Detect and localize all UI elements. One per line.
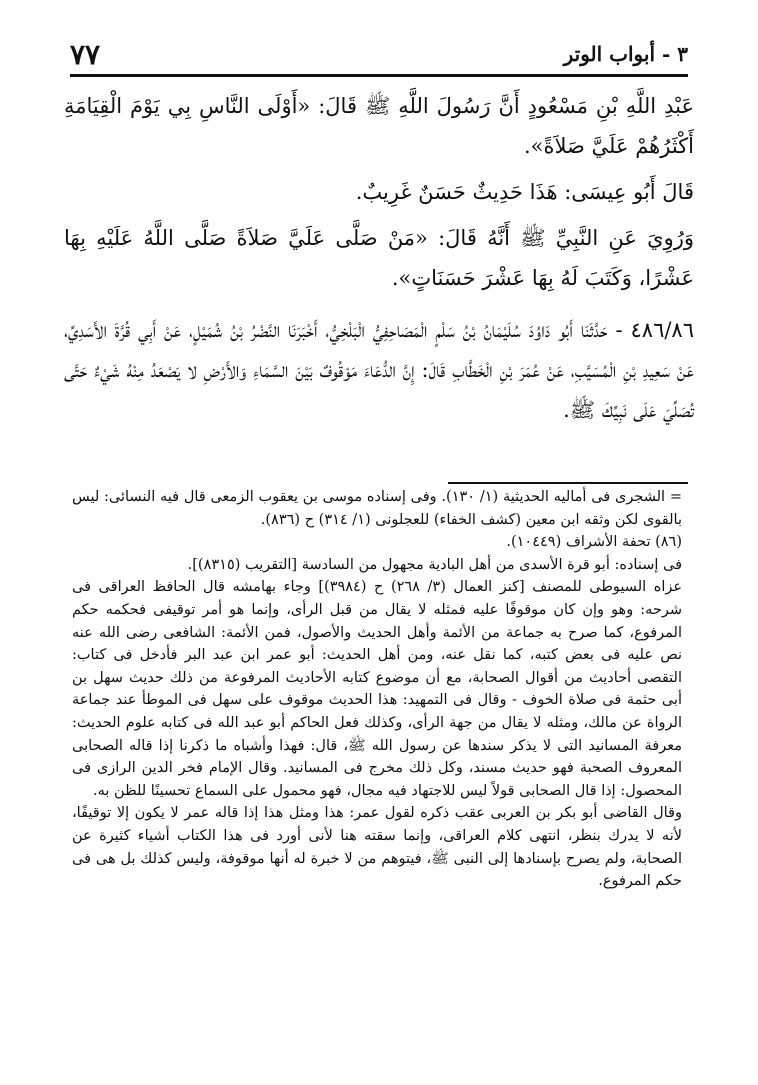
- hadith-text-continuation: عَبْدِ اللَّهِ بْنِ مَسْعُودٍ أَنَّ رَسُولَ اللَّهِ ﷺ قَالَ: «أَوْلَى النَّاسِ بِي يَوْمَ الْقِيَامَةِ أَكْثَرُهُمْ عَلَيَّ صَلاَةً».: [64, 94, 694, 158]
- footnote-ibn-arabi: وقال القاضى أبو بكر بن العربى عقب ذكره لقول عمر: هذا ومثل هذا إذا قاله عمر لا يكون إلا توقيفًا، لأنه لا يدرك بنظر، انتهى كلام العراقى، وإنما سقته هنا لأنى أورد فى هذا الكتاب أشياء كثيرة عن الصحابة، ولم يصرح بإسنادها إلى النبى ﷺ، فيتوهم من لا خبرة له أنها موقوفة، وليس كذلك بل هى فى حكم المرفوع.: [72, 805, 682, 890]
- main-text: [64, 86, 694, 436]
- tirmidhi-comment: قَالَ أَبُو عِيسَى: هَذَا حَدِيثٌ حَسَنٌ غَرِيبٌ.: [355, 180, 694, 204]
- page-header: [70, 34, 688, 77]
- footnote-isnad: فى إسناده: أبو قرة الأسدى من أهل البادية مجهول من السادسة [التقريب (٨٣١٥)].: [187, 556, 682, 573]
- hadith-486: ٤٨٦/٨٦ - حَدَّثَنَا أَبُو دَاوُدَ سُلَيْمَانُ بْنُ سَلْمٍ الْمَصَاحِفِيُّ الْبَلْخِيُّ، أَخْبَرَنَا النَّضْرُ بْنُ شُمَيْلٍ، عَنْ أَبِي قُرَّةَ الأَسَدِيِّ، عَنْ سَعِيدِ بْنِ الْمُسَيَّبِ، عَنْ عُمَرَ بْنِ الْخَطَّابِ قَالَ: إِنَّ الدُّعَاءَ مَوْقُوفٌ بَيْنَ السَّمَاءِ وَالأَرْضِ لا يَصْعَدُ مِنْهُ شَيْءٌ حَتَّى تُصَلِّيَ عَلَى نَبِيِّكَ ﷺ.: [64, 318, 694, 422]
- footnote-takhrij: عزاه السيوطى للمصنف [كنز العمال (٣/ ٢٦٨) ح (٣٩٨٤)] وجاء بهامشه قال الحافظ العراقى فى شرحه: وهو وإن كان موقوفًا عليه فمثله لا يقال من قبل الرأى، وإنما هو أمر توقيفى فحكمه حكم المرفوع، كما صرح به جماعة من الأئمة وأهل الحديث والأصول، فمن الأئمة: الشافعى رضى الله عنه نص عليه فى بعض كتبه، كما نقل عنه، ومن أهل الحديث: أبو عمر ابن عبد البر فأدخل فى كتاب: التقصى أحاديث من أقوال الصحابة، مع أن موضوع كتابه الأحاديث المرفوعة من ذلك حديث سهل بن أبى حثمة فى صلاة الخوف - وقال فى التمهيد: هذا الحديث موقوف على سهل فى الموطأ عند جماعة الرواة عن مالك، ومثله لا يقال من جهة الرأى، وكذلك فعل الحاكم أبو عبد الله فى كتابه علوم الحديث: معرفة المسانيد التى لا يذكر سندها عن رسول الله ﷺ، قال: فهذا وأشباه ما ذكرنا إذا قاله الصحابى المعروف الصحبة فهو حديث مسند، وكل ذلك مخرج فى المسانيد. وقال الإمام فخر الدين الرازى فى المحصول: إذا قال الصحابى قولاً ليس للاجتهاد فيه مجال، فهو محمول على السماع تحسينًا للظن به.: [72, 579, 683, 799]
- narration-paragraph: وَرُوِيَ عَنِ النَّبِيِّ ﷺ أَنَّهُ قَالَ: «مَنْ صَلَّى عَلَيَّ صَلاَةً صَلَّى اللَّهُ عَلَيْهِ بِهَا عَشْرًا، وَكَتَبَ لَهُ بِهَا عَشْرَ حَسَنَاتٍ».: [64, 226, 694, 290]
- footnote-divider: [448, 482, 688, 484]
- footnote-86: (٨٦) تحفة الأشراف (١٠٤٤٩).: [506, 534, 682, 551]
- footnote-continuation: = الشجرى فى أماليه الحديثية (١/ ١٣٠). وفى إسناده موسى بن يعقوب الزمعى قال فيه النسائى: ليس بالقوى لكن وثقه ابن معين (كشف الخفاء) للعجلونى (١/ ٣١٤) ح (٨٣٦).: [72, 489, 682, 528]
- page-number: ٧٧: [70, 37, 101, 71]
- chapter-title: ٣ - أبواب الوتر: [563, 42, 688, 66]
- footnotes: [72, 486, 682, 893]
